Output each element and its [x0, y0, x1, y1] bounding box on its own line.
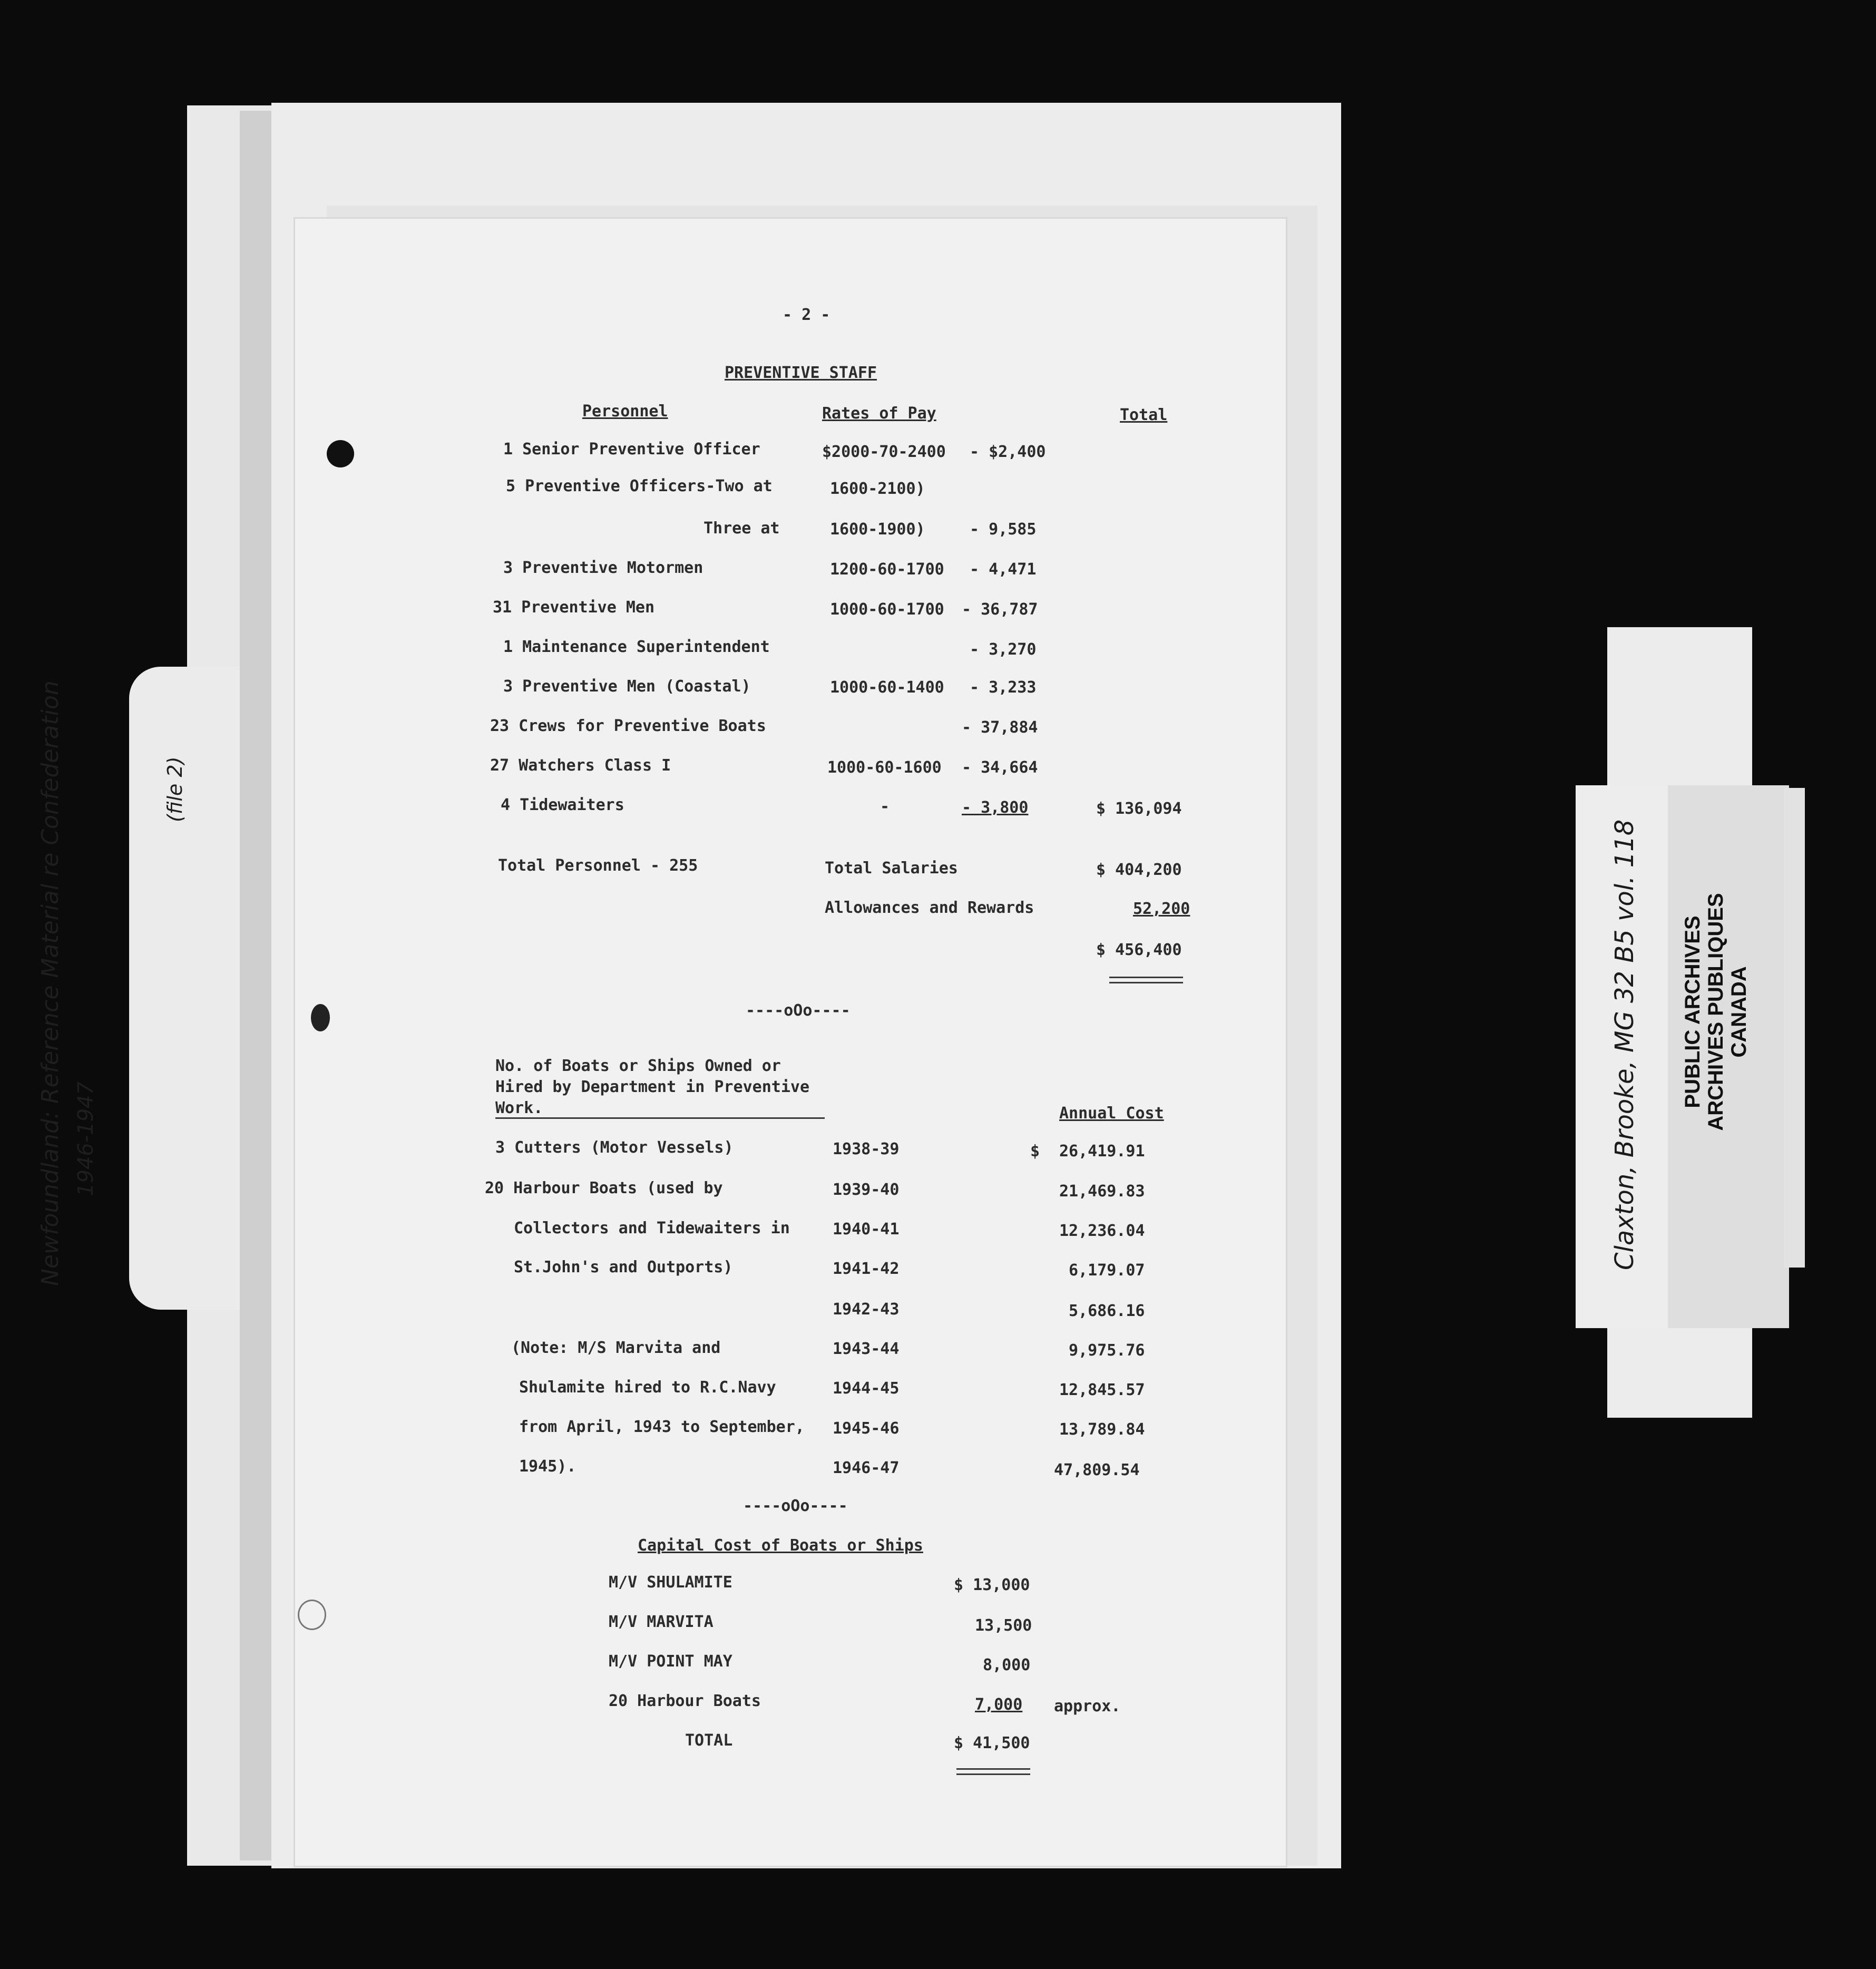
staff-label-coastal: 3 Preventive Men (Coastal) — [503, 677, 751, 696]
capital-total-value: $ 41,500 — [954, 1734, 1030, 1752]
boat-desc-3: Collectors and Tidewaiters in — [514, 1219, 790, 1237]
allowances-value: 52,200 — [1133, 900, 1190, 918]
boat-desc-8: from April, 1943 to September, — [519, 1418, 805, 1436]
boat-desc-6: (Note: M/S Marvita and — [511, 1339, 721, 1357]
folder-shadow — [240, 111, 271, 1860]
column-header-personnel: Personnel — [582, 402, 668, 421]
capital-value-point-may: 8,000 — [983, 1656, 1031, 1674]
boat-cost-5: 5,686.16 — [1069, 1302, 1145, 1320]
boats-heading-line3: Work. — [495, 1099, 543, 1117]
allowances-label: Allowances and Rewards — [825, 899, 1034, 917]
boats-heading-line1: No. of Boats or Ships Owned or — [495, 1057, 781, 1075]
folder-label-line3: (file 2) — [163, 756, 187, 822]
boat-cost-2: 21,469.83 — [1059, 1182, 1145, 1201]
staff-amount-watchers: - 34,664 — [962, 758, 1038, 777]
capital-total-label: TOTAL — [685, 1731, 733, 1750]
folder-label-line2: 1946-1947 — [74, 1081, 98, 1196]
boat-year-1: 1938-39 — [833, 1140, 900, 1158]
boat-year-6: 1943-44 — [833, 1340, 900, 1358]
staff-label-officers-two: 5 Preventive Officers-Two at — [506, 477, 773, 495]
boat-year-5: 1942-43 — [833, 1300, 900, 1319]
staff-label-crews: 23 Crews for Preventive Boats — [490, 717, 766, 735]
boat-cost-3: 12,236.04 — [1059, 1222, 1145, 1240]
staff-amount-coastal: - 3,233 — [970, 678, 1037, 697]
staff-label-officers-three: Three at — [704, 519, 780, 538]
capital-approx: approx. — [1054, 1697, 1121, 1715]
punch-hole-middle — [311, 1004, 330, 1031]
boats-heading-line2: Hired by Department in Preventive — [495, 1078, 810, 1096]
staff-label-superintendent: 1 Maintenance Superintendent — [503, 638, 770, 656]
staff-subtotal: $ 136,094 — [1096, 800, 1182, 818]
annual-cost-header: Annual Cost — [1059, 1104, 1164, 1123]
grand-total-rule-2 — [1109, 982, 1183, 983]
capital-item-marvita: M/V MARVITA — [609, 1613, 714, 1631]
staff-amount-senior-officer: - $2,400 — [970, 443, 1046, 461]
punch-hole-top — [327, 440, 354, 467]
boat-year-9: 1946-47 — [833, 1459, 900, 1477]
staff-rate-senior-officer: $2000-70-2400 — [822, 443, 946, 461]
boat-cost-8: 13,789.84 — [1059, 1420, 1145, 1439]
boat-cost-7: 12,845.57 — [1059, 1381, 1145, 1399]
grand-total-rule-1 — [1109, 977, 1183, 978]
boats-heading-rule — [495, 1117, 825, 1119]
staff-amount-motormen: - 4,471 — [970, 560, 1037, 579]
boat-year-8: 1945-46 — [833, 1419, 900, 1438]
boat-desc-7: Shulamite hired to R.C.Navy — [519, 1378, 776, 1397]
capital-value-shulamite: $ 13,000 — [954, 1576, 1030, 1594]
section-title: PREVENTIVE STAFF — [725, 364, 877, 382]
archive-tag-handwriting: Claxton, Brooke, MG 32 B5 vol. 118 — [1610, 819, 1639, 1270]
boat-desc-1: 3 Cutters (Motor Vessels) — [495, 1138, 734, 1157]
staff-label-watchers: 27 Watchers Class I — [490, 756, 671, 775]
boat-desc-9: 1945). — [519, 1457, 577, 1476]
staff-rate-officers-two: 1600-2100) — [830, 480, 925, 498]
archive-stamp — [1681, 864, 1751, 1159]
boat-year-4: 1941-42 — [833, 1260, 900, 1278]
staff-label-preventive-men: 31 Preventive Men — [493, 598, 655, 617]
staff-rate-coastal: 1000-60-1400 — [830, 678, 944, 697]
staff-amount-preventive-men: - 36,787 — [962, 600, 1038, 619]
staff-rate-tidewaiters: - — [880, 797, 890, 816]
boat-cost-4: 6,179.07 — [1069, 1261, 1145, 1280]
stamp-line-1: PUBLIC ARCHIVES — [1681, 915, 1704, 1108]
archive-tag-edge — [1784, 788, 1805, 1268]
total-salaries-label: Total Salaries — [825, 859, 958, 878]
staff-label-senior-officer: 1 Senior Preventive Officer — [503, 440, 760, 459]
boat-desc-2: 20 Harbour Boats (used by — [485, 1179, 723, 1197]
staff-amount-officers-three: - 9,585 — [970, 520, 1037, 539]
boat-year-2: 1939-40 — [833, 1181, 900, 1199]
capital-value-marvita: 13,500 — [975, 1616, 1032, 1635]
staff-rate-watchers: 1000-60-1600 — [827, 758, 942, 777]
total-salaries-value: $ 404,200 — [1096, 861, 1182, 879]
separator-1: ----oOo---- — [746, 1001, 851, 1020]
capital-title: Capital Cost of Boats or Ships — [638, 1536, 923, 1555]
boat-year-7: 1944-45 — [833, 1379, 900, 1398]
boats-dollar-sign: $ — [1030, 1142, 1040, 1161]
staff-amount-tidewaiters: - 3,800 — [962, 798, 1029, 817]
stamp-line-3: CANADA — [1727, 966, 1751, 1058]
staff-label-tidewaiters: 4 Tidewaiters — [501, 796, 624, 814]
staff-amount-superintendent: - 3,270 — [970, 640, 1037, 659]
separator-2: ----oOo---- — [743, 1497, 848, 1515]
page-number: - 2 - — [783, 306, 830, 324]
folder-label-line1: Newfoundland: Reference Material re Confederation — [37, 680, 64, 1286]
boat-cost-6: 9,975.76 — [1069, 1341, 1145, 1360]
boat-desc-4: St.John's and Outports) — [514, 1258, 733, 1276]
staff-rate-motormen: 1200-60-1700 — [830, 560, 944, 579]
staff-amount-crews: - 37,884 — [962, 718, 1038, 737]
boat-cost-1: 26,419.91 — [1059, 1142, 1145, 1161]
boat-year-3: 1940-41 — [833, 1220, 900, 1239]
column-header-total: Total — [1120, 406, 1168, 424]
capital-value-harbour-boats: 7,000 — [975, 1695, 1023, 1714]
punch-hole-bottom — [298, 1600, 326, 1630]
capital-total-rule-2 — [956, 1773, 1030, 1775]
stamp-line-2: ARCHIVES PUBLIQUES — [1704, 893, 1727, 1131]
capital-item-point-may: M/V POINT MAY — [609, 1652, 732, 1671]
capital-item-harbour-boats: 20 Harbour Boats — [609, 1692, 761, 1710]
capital-item-shulamite: M/V SHULAMITE — [609, 1573, 732, 1592]
folder-tab — [129, 667, 250, 1310]
staff-rate-officers-three: 1600-1900) — [830, 520, 925, 539]
grand-total-value: $ 456,400 — [1096, 941, 1182, 959]
boat-cost-9: 47,809.54 — [1054, 1461, 1140, 1479]
column-header-rates: Rates of Pay — [822, 404, 936, 423]
staff-label-motormen: 3 Preventive Motormen — [503, 559, 704, 577]
staff-rate-preventive-men: 1000-60-1700 — [830, 600, 944, 619]
document-page — [295, 219, 1286, 1866]
total-personnel: Total Personnel - 255 — [498, 856, 698, 875]
capital-total-rule-1 — [956, 1768, 1030, 1770]
